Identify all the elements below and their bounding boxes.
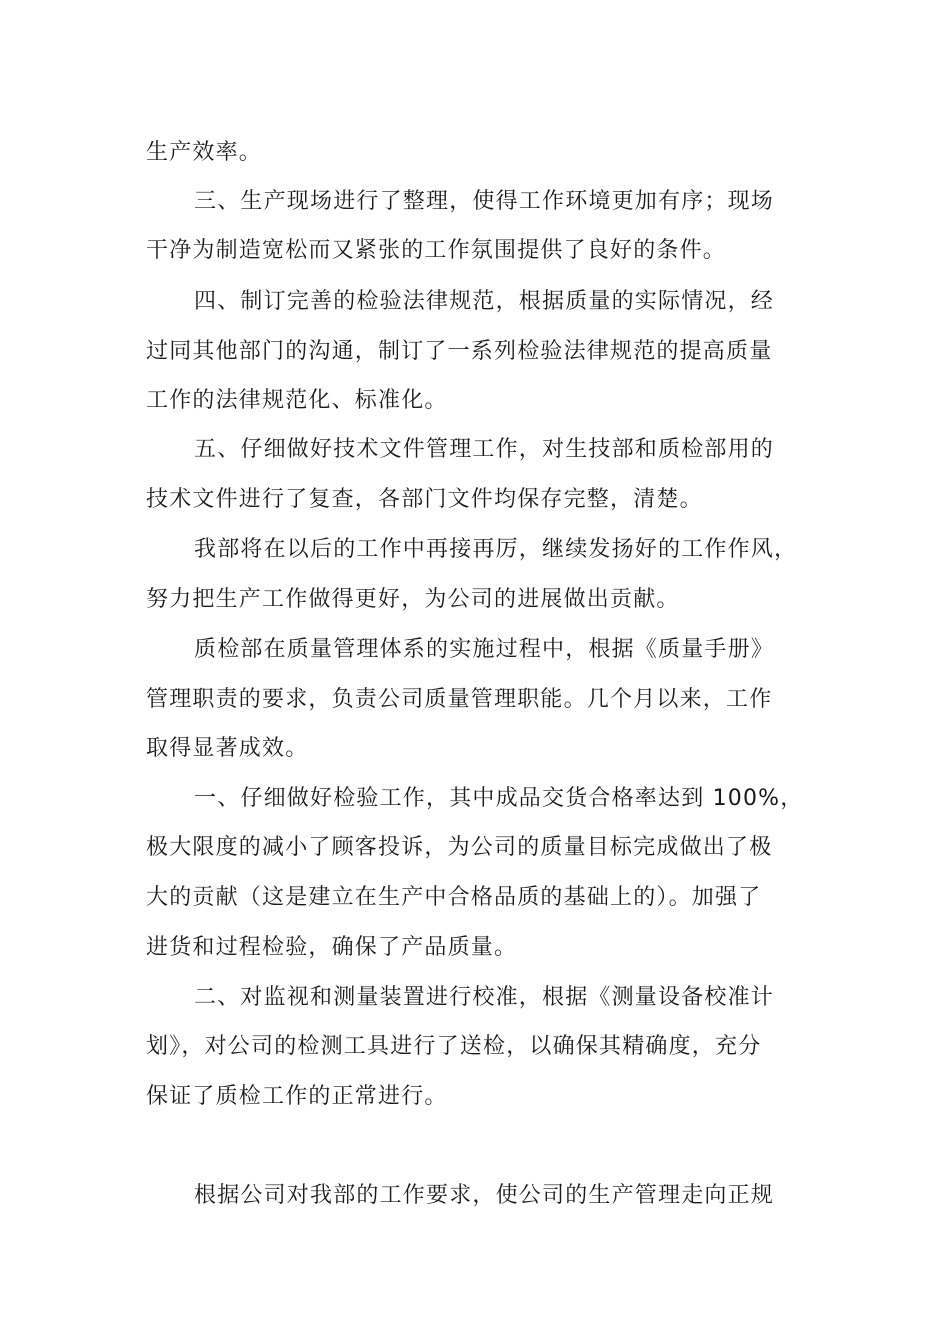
text-line: 根据公司对我部的工作要求，使公司的生产管理走向正规 bbox=[194, 1183, 775, 1208]
text-line: 保证了质检工作的正常进行。 bbox=[146, 1084, 448, 1109]
text-line: 管理职责的要求，负责公司质量管理职能。几个月以来，工作 bbox=[146, 687, 773, 712]
text-line: 过同其他部门的沟通，制订了一系列检验法律规范的提高质量 bbox=[146, 339, 773, 364]
text-line: 进货和过程检验，确保了产品质量。 bbox=[146, 935, 518, 960]
text-line: 五、仔细做好技术文件管理工作，对生技部和质检部用的 bbox=[194, 437, 775, 462]
text-line: 干净为制造宽松而又紧张的工作氛围提供了良好的条件。 bbox=[146, 238, 727, 263]
text-line: 极大限度的减小了顾客投诉，为公司的质量目标完成做出了极 bbox=[146, 835, 773, 860]
text-line: 划》，对公司的检测工具进行了送检，以确保其精确度，充分 bbox=[146, 1034, 762, 1059]
text-line: 质检部在质量管理体系的实施过程中，根据《质量手册》 bbox=[194, 637, 775, 662]
text-line: 二、对监视和测量装置进行校准，根据《测量设备校准计 bbox=[194, 985, 775, 1010]
text-line: 取得显著成效。 bbox=[146, 736, 309, 761]
text-line: 一、仔细做好检验工作，其中成品交货合格率达到 100%， bbox=[194, 786, 804, 811]
text-line: 技术文件进行了复查，各部门文件均保存完整，清楚。 bbox=[146, 487, 703, 512]
text-line: 工作的法律规范化、标准化。 bbox=[146, 388, 448, 413]
text-line: 生产效率。 bbox=[146, 140, 263, 165]
text-line: 努力把生产工作做得更好，为公司的进展做出贡献。 bbox=[146, 587, 680, 612]
text-line: 三、生产现场进行了整理，使得工作环境更加有序；现场 bbox=[194, 189, 775, 214]
text-line: 大的贡献（这是建立在生产中合格品质的基础上的）。加强了 bbox=[146, 885, 762, 910]
text-line: 我部将在以后的工作中再接再厉，继续发扬好的工作作风， bbox=[194, 537, 798, 562]
text-line: 四、制订完善的检验法律规范，根据质量的实际情况，经 bbox=[194, 289, 775, 314]
